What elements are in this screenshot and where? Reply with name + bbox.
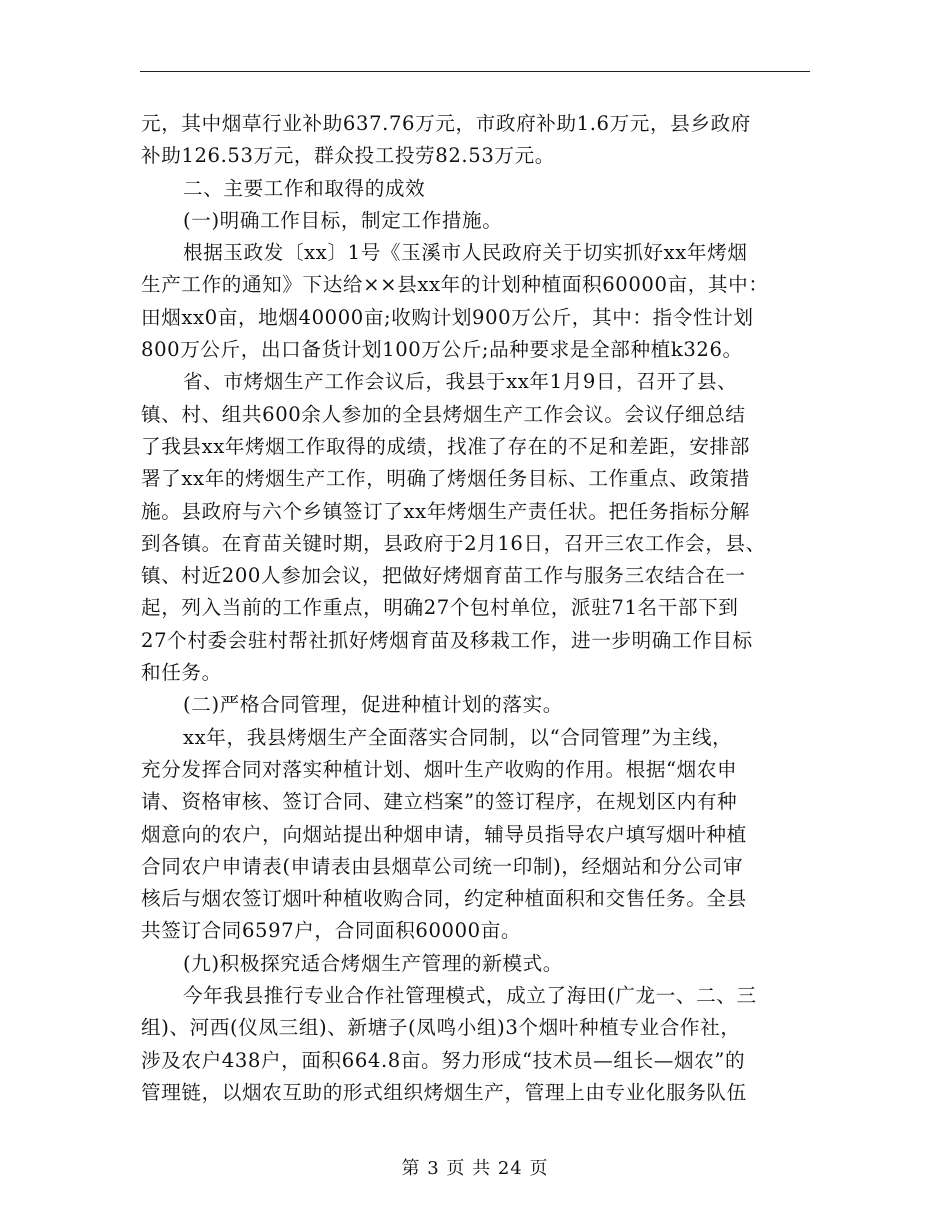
text-line: 起，列入当前的工作重点，明确27个包村单位，派驻71名干部下到 xyxy=(141,596,739,620)
text-line: 800万公斤，出口备货计划100万公斤;品种要求是全部种植k326。 xyxy=(141,338,743,362)
text-line: 元，其中烟草行业补助637.76万元，市政府补助1.6万元，县乡政府 xyxy=(141,112,751,135)
text-line: xx年，我县烤烟生产全面落实合同制，以“合同管理”为主线， xyxy=(183,725,733,749)
text-line: (九)积极探究适合烤烟生产管理的新模式。 xyxy=(183,951,563,975)
text-line: 涉及农户438户，面积664.8亩。努力形成“技术员—组长—烟农”的 xyxy=(141,1048,746,1072)
text-line: 组)、河西(仪凤三组)、新塘子(凤鸣小组)3个烟叶种植专业合作社， xyxy=(141,1016,741,1040)
text-line: 和任务。 xyxy=(141,661,222,685)
text-line: 生产工作的通知》下达给××县xx年的计划种植面积60000亩，其中： xyxy=(141,273,769,297)
text-line: (一)明确工作目标，制定工作措施。 xyxy=(183,208,503,232)
document-body xyxy=(141,108,811,1109)
text-line: 合同农户申请表(申请表由县烟草公司统一印制)，经烟站和分公司审 xyxy=(141,854,744,878)
text-line: 核后与烟农签订烟叶种植收购合同，约定种植面积和交售任务。全县 xyxy=(141,887,747,911)
text-line: 共签订合同6597户，合同面积60000亩。 xyxy=(141,919,522,943)
text-line: 烟意向的农户，向烟站提出种烟申请，辅导员指导农户填写烟叶种植 xyxy=(141,822,747,846)
text-line: 到各镇。在育苗关键时期，县政府于2月16日，召开三农工作会，县、 xyxy=(141,531,766,555)
text-line: 根据玉政发〔xx〕1号《玉溪市人民政府关于切实抓好xx年烤烟 xyxy=(183,241,748,265)
text-line: 镇、村近200人参加会议，把做好烤烟育苗工作与服务三农结合在一 xyxy=(141,564,746,588)
page-footer: 第 3 页 共 24 页 xyxy=(401,1158,549,1179)
text-line: 管理链，以烟农互助的形式组织烤烟生产，管理上由专业化服务队伍 xyxy=(141,1080,747,1104)
text-line: 田烟xx0亩，地烟40000亩;收购计划900万公斤，其中：指令性计划 xyxy=(141,305,754,329)
header-rule xyxy=(140,71,810,72)
text-line: 了我县xx年烤烟工作取得的成绩，找准了存在的不足和差距，安排部 xyxy=(141,434,750,458)
text-line: 省、市烤烟生产工作会议后，我县于xx年1月9日，召开了县、 xyxy=(183,370,738,394)
text-line: 镇、村、组共600余人参加的全县烤烟生产工作会议。会议仔细总结 xyxy=(141,402,746,426)
text-line: (二)严格合同管理，促进种植计划的落实。 xyxy=(183,693,563,717)
text-line: 今年我县推行专业合作社管理模式，成立了海田(广龙一、二、三 xyxy=(183,984,757,1008)
text-line: 请、资格审核、签订合同、建立档案”的签订程序，在规划区内有种 xyxy=(141,790,738,814)
text-line: 27个村委会驻村帮社抓好烤烟育苗及移栽工作，进一步明确工作目标 xyxy=(141,628,753,652)
text-line: 署了xx年的烤烟生产工作，明确了烤烟任务目标、工作重点、政策措 xyxy=(141,467,750,491)
text-line: 二、主要工作和取得的成效 xyxy=(183,176,426,200)
text-line: 施。县政府与六个乡镇签订了xx年烤烟生产责任状。把任务指标分解 xyxy=(141,499,750,523)
text-line: 补助126.53万元，群众投工投劳82.53万元。 xyxy=(141,144,555,168)
text-line: 充分发挥合同对落实种植计划、烟叶生产收购的作用。根据“烟农申 xyxy=(141,757,738,781)
